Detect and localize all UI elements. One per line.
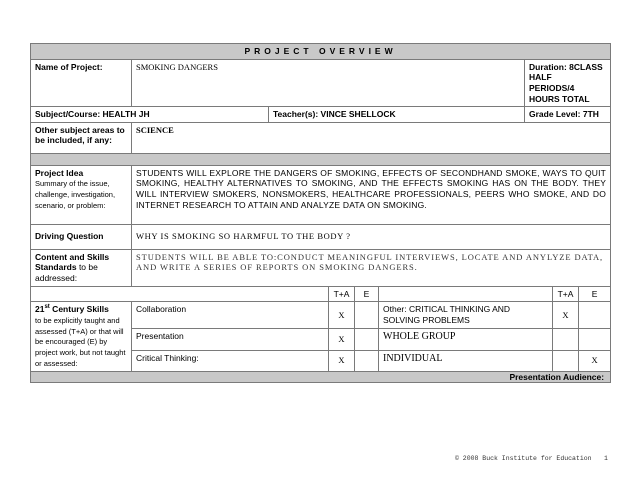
col-header-ta-right: T+A xyxy=(553,286,579,302)
content-standards-label: Content and Skills Standards xyxy=(35,251,110,273)
project-idea-row xyxy=(31,165,611,224)
spacer-row-2 xyxy=(31,371,611,383)
skills-label-cell xyxy=(31,302,132,371)
skill-row-1 xyxy=(31,302,611,329)
skill-mark-e xyxy=(355,302,379,329)
other-skill-mark-ta xyxy=(553,350,579,371)
other-subjects-row xyxy=(31,122,611,153)
col-header-e-right: E xyxy=(579,286,611,302)
other-subjects-value: SCIENCE xyxy=(132,122,611,153)
other-skill-name: WHOLE GROUP xyxy=(379,329,553,350)
skill-name: Presentation xyxy=(132,329,329,350)
copyright-footer: © 2008 Buck Institute for Education xyxy=(455,455,592,462)
skill-mark-ta: X xyxy=(329,302,355,329)
project-overview-form xyxy=(30,43,610,383)
skill-mark-e xyxy=(355,350,379,371)
content-standards-value: STUDENTS WILL BE ABLE TO:CONDUCT MEANINGFUL INTERVIEWS, LOCATE AND ANYLYZE DATA, AND WRITE A SERIES OF REPORTS ON SMOKING DANGERS. xyxy=(132,249,611,286)
project-idea-label-cell xyxy=(31,165,132,224)
other-skill-mark-e xyxy=(579,329,611,350)
duration-line2: PERIODS/4 HOURS TOTAL xyxy=(529,82,590,104)
project-name-label: Name of Project: xyxy=(31,59,132,107)
project-idea-sublabel: Summary of the issue, challenge, investigation, scenario, or problem: xyxy=(35,179,116,210)
subject-row xyxy=(31,107,611,123)
spacer-row-1 xyxy=(31,153,611,165)
driving-question-label: Driving Question xyxy=(31,224,132,249)
driving-question-value: WHY IS SMOKING SO HARMFUL TO THE BODY ? xyxy=(132,224,611,249)
duration-line1: Duration: 8CLASS HALF xyxy=(529,61,603,83)
other-skill-name: INDIVIDUAL xyxy=(379,350,553,371)
presentation-audience-cutoff: Presentation Audience: xyxy=(31,371,611,383)
content-standards-row xyxy=(31,249,611,286)
skill-name: Collaboration xyxy=(132,302,329,329)
content-standards-label-rest: to be addressed: xyxy=(35,262,98,283)
teacher: Teacher(s): VINCE SHELLOCK xyxy=(269,107,525,123)
content-standards-label-cell xyxy=(31,249,132,286)
project-name-row xyxy=(31,59,611,107)
project-idea-label: Project Idea xyxy=(35,167,84,178)
skills-label-title: Century Skills xyxy=(49,304,109,315)
other-skill-mark-ta xyxy=(553,329,579,350)
title-row xyxy=(31,44,611,60)
skills-label-num: 21 xyxy=(35,304,45,315)
skill-mark-ta: X xyxy=(329,329,355,350)
col-header-e-left: E xyxy=(355,286,379,302)
other-skill-name: Other: CRITICAL THINKING AND SOLVING PROBLEMS xyxy=(379,302,553,329)
skills-header-row xyxy=(31,286,611,302)
other-subjects-label: Other subject areas to be included, if any: xyxy=(31,122,132,153)
duration-cell xyxy=(525,59,611,107)
overview-table xyxy=(30,43,611,383)
skill-mark-ta: X xyxy=(329,350,355,371)
other-skill-mark-e: X xyxy=(579,350,611,371)
col-header-ta-left: T+A xyxy=(329,286,355,302)
page-number: 1 xyxy=(604,455,608,462)
project-idea-value: STUDENTS WILL EXPLORE THE DANGERS OF SMOKING, EFFECTS OF SECONDHAND SMOKE, WAYS TO QUIT SMOKING, HEALTHY ALTERNATIVES TO SMOKING, AND THE EFFECTS SMOKING HAS ON THE BODY. THEY WILL INTERVIEW SMOKERS, NONSMOKERS, HEALTHCARE PROFESSIONALS, PEERS WHO SMOKE, AND DO INTERNET RESEARCH TO ATTAIN AND ANALYZE DATA ON SMOKING. xyxy=(132,165,611,224)
project-name-value: SMOKING DANGERS xyxy=(132,59,525,107)
skill-name: Critical Thinking: xyxy=(132,350,329,371)
page-title: PROJECT OVERVIEW xyxy=(31,44,611,60)
driving-question-row xyxy=(31,224,611,249)
skill-mark-e xyxy=(355,329,379,350)
skills-label-desc: to be explicitly taught and assessed (T+A) or that will be encouraged (E) by project work, but not taught or assessed: xyxy=(35,315,126,368)
other-skill-mark-e xyxy=(579,302,611,329)
subject-course: Subject/Course: HEALTH JH xyxy=(31,107,269,123)
other-skill-mark-ta: X xyxy=(553,302,579,329)
skills-label-sup: st xyxy=(44,304,50,311)
grade-level: Grade Level: 7TH xyxy=(525,107,611,123)
